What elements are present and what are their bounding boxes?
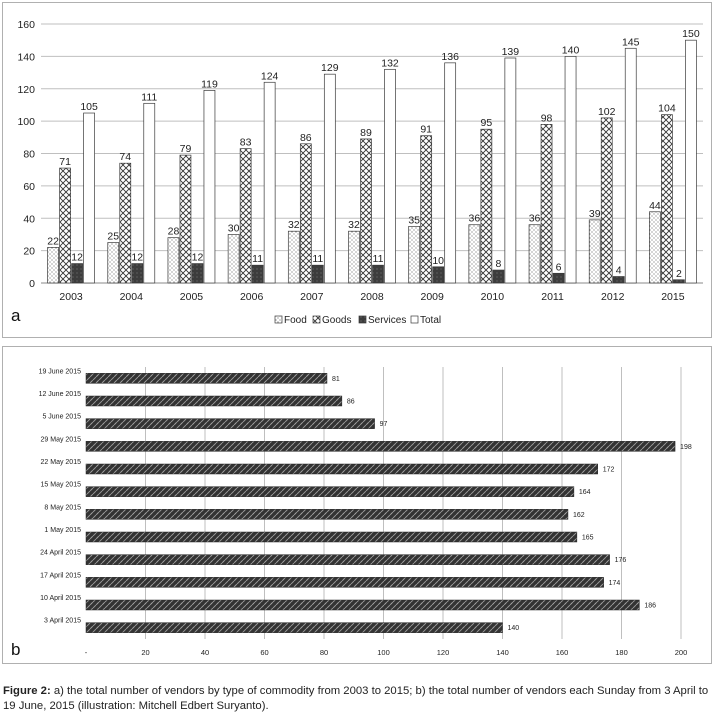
chart-a-panel-label: a bbox=[11, 306, 21, 325]
bar-total-2011 bbox=[565, 56, 576, 283]
data-label-total: 119 bbox=[201, 78, 218, 91]
y-tick-label: 0 bbox=[29, 278, 35, 290]
data-label-total: 132 bbox=[381, 57, 399, 70]
bar-services-2011 bbox=[553, 273, 564, 283]
x-tick-label: 180 bbox=[615, 648, 628, 657]
x-tick-label: 40 bbox=[200, 648, 210, 657]
bar-total-2003 bbox=[84, 113, 95, 283]
data-label-services: 11 bbox=[252, 253, 264, 266]
data-label: 186 bbox=[644, 602, 657, 610]
x-tick-label: 2007 bbox=[300, 291, 324, 303]
legend-swatch-services bbox=[359, 316, 366, 323]
bar-goods-2009 bbox=[421, 136, 432, 283]
legend-label-services: Services bbox=[368, 315, 407, 326]
y-tick-label: 1 May 2015 bbox=[44, 527, 81, 534]
data-label-food: 25 bbox=[107, 230, 120, 243]
chart-b-panel bbox=[2, 346, 712, 664]
bar-services-2007 bbox=[312, 265, 323, 283]
y-tick-label: 60 bbox=[23, 180, 35, 193]
bar-10-april-2015 bbox=[86, 600, 639, 610]
chart-a-panel bbox=[2, 2, 712, 338]
bar-24-april-2015 bbox=[86, 555, 610, 565]
x-tick-label: 80 bbox=[319, 648, 329, 657]
bar-goods-2005 bbox=[180, 155, 191, 283]
data-label-goods: 74 bbox=[119, 151, 132, 164]
data-label-total: 105 bbox=[80, 101, 98, 114]
bar-goods-2015 bbox=[661, 115, 672, 283]
y-tick-label: 22 May 2015 bbox=[40, 459, 81, 466]
x-tick-label: 200 bbox=[674, 648, 688, 657]
data-label-food: 36 bbox=[468, 212, 481, 225]
data-label-goods: 79 bbox=[179, 143, 192, 156]
y-tick-label: 40 bbox=[23, 213, 35, 226]
data-label: 198 bbox=[680, 443, 692, 451]
data-label-food: 44 bbox=[649, 199, 661, 212]
data-label-services: 12 bbox=[191, 251, 204, 264]
data-label: 86 bbox=[346, 398, 355, 406]
bar-15-may-2015 bbox=[86, 487, 574, 497]
bar-total-2009 bbox=[445, 63, 456, 283]
bar-goods-2008 bbox=[361, 139, 372, 283]
x-tick-label: 160 bbox=[555, 648, 569, 657]
data-label-total: 111 bbox=[141, 91, 158, 104]
bar-food-2015 bbox=[649, 212, 660, 283]
y-tick-label: 3 April 2015 bbox=[44, 617, 81, 625]
chart-b-panel-label: b bbox=[11, 640, 21, 659]
data-label-goods: 86 bbox=[299, 131, 312, 144]
data-label-goods: 83 bbox=[239, 136, 252, 149]
bar-food-2005 bbox=[168, 238, 179, 283]
bar-goods-2004 bbox=[120, 163, 131, 283]
y-tick-label: 160 bbox=[17, 19, 35, 31]
bar-total-2010 bbox=[505, 58, 516, 283]
bar-food-2007 bbox=[288, 231, 299, 283]
bar-total-2005 bbox=[204, 90, 215, 283]
x-tick-label: 2006 bbox=[239, 291, 264, 303]
legend-swatch-goods bbox=[313, 316, 320, 323]
data-label-total: 150 bbox=[682, 28, 700, 41]
bar-goods-2010 bbox=[481, 129, 492, 283]
data-label: 172 bbox=[602, 466, 615, 474]
bar-services-2012 bbox=[613, 277, 624, 283]
bar-food-2004 bbox=[108, 243, 119, 283]
y-tick-label: 12 June 2015 bbox=[38, 391, 81, 398]
bar-goods-2006 bbox=[240, 149, 251, 283]
bar-goods-2012 bbox=[601, 118, 612, 283]
data-label-goods: 91 bbox=[420, 123, 433, 136]
bar-5-june-2015 bbox=[86, 419, 375, 429]
data-label-goods: 89 bbox=[360, 126, 372, 139]
y-tick-label: 80 bbox=[23, 148, 35, 161]
data-label-services: 11 bbox=[312, 253, 324, 266]
legend-label-food: Food bbox=[284, 315, 307, 326]
bar-total-2004 bbox=[144, 103, 155, 283]
x-tick-label: 2011 bbox=[541, 291, 564, 303]
x-tick-label: 2003 bbox=[59, 291, 83, 303]
data-label-food: 28 bbox=[167, 225, 180, 238]
x-tick-label: 2015 bbox=[661, 291, 685, 303]
bar-food-2009 bbox=[409, 226, 420, 283]
data-label-services: 10 bbox=[432, 254, 445, 267]
y-tick-label: 10 April 2015 bbox=[40, 595, 81, 602]
bar-17-april-2015 bbox=[86, 577, 604, 587]
bar-total-2012 bbox=[625, 48, 636, 283]
bar-8-may-2015 bbox=[86, 509, 568, 519]
data-label-goods: 95 bbox=[480, 117, 493, 130]
data-label: 165 bbox=[581, 534, 594, 542]
caption-label: Figure 2: bbox=[3, 685, 51, 697]
legend-swatch-total bbox=[411, 316, 418, 323]
bar-services-2004 bbox=[132, 264, 143, 283]
data-label-food: 39 bbox=[588, 207, 601, 220]
x-tick-label: 60 bbox=[260, 648, 269, 657]
data-label-total: 139 bbox=[501, 45, 520, 58]
data-label-services: 6 bbox=[555, 261, 562, 274]
data-label: 81 bbox=[331, 375, 340, 383]
bar-food-2008 bbox=[349, 231, 360, 283]
x-tick-label: 2008 bbox=[360, 291, 384, 303]
x-tick-label: 2012 bbox=[601, 291, 625, 303]
data-label: 162 bbox=[572, 511, 585, 519]
data-label-total: 136 bbox=[441, 50, 459, 63]
data-label-total: 129 bbox=[321, 62, 339, 75]
bar-services-2010 bbox=[493, 270, 504, 283]
data-label-food: 22 bbox=[47, 235, 59, 248]
y-tick-label: 19 June 2015 bbox=[38, 368, 81, 376]
bar-total-2008 bbox=[385, 69, 396, 283]
y-tick-label: 17 April 2015 bbox=[40, 572, 81, 580]
bar-goods-2007 bbox=[300, 144, 311, 283]
data-label-food: 35 bbox=[408, 214, 421, 227]
bar-services-2006 bbox=[252, 265, 263, 283]
x-tick-label: 100 bbox=[377, 648, 390, 657]
bar-goods-2003 bbox=[60, 168, 71, 283]
bar-food-2006 bbox=[228, 234, 239, 283]
caption-text: a) the total number of vendors by type of commodity from 2003 to 2015; b) the total number of vendors each Sunday from 3 April to 19 June, 2015 (illustration: Mitchell Edbert Suryanto). bbox=[3, 685, 709, 712]
bar-food-2011 bbox=[529, 225, 540, 283]
legend-swatch-food bbox=[275, 316, 282, 323]
x-tick-label: 2004 bbox=[119, 291, 143, 303]
data-label-goods: 71 bbox=[59, 156, 71, 169]
chart-b-svg bbox=[3, 347, 711, 663]
figure-caption bbox=[3, 684, 715, 714]
data-label-food: 32 bbox=[348, 219, 360, 232]
data-label-services: 11 bbox=[372, 253, 384, 266]
bar-goods-2011 bbox=[541, 124, 552, 283]
data-label-total: 145 bbox=[621, 36, 640, 49]
bar-3-april-2015 bbox=[86, 623, 503, 633]
x-tick-label: 2009 bbox=[420, 291, 444, 303]
y-tick-label: 29 May 2015 bbox=[40, 436, 81, 444]
data-label-total: 124 bbox=[260, 70, 279, 83]
y-tick-label: 120 bbox=[17, 83, 35, 96]
data-label-services: 2 bbox=[675, 267, 682, 280]
bar-services-2008 bbox=[373, 265, 384, 283]
bar-22-may-2015 bbox=[86, 464, 598, 474]
data-label-goods: 98 bbox=[540, 112, 553, 125]
data-label: 97 bbox=[379, 421, 388, 429]
bar-services-2009 bbox=[433, 267, 444, 283]
bar-total-2006 bbox=[264, 82, 275, 283]
y-tick-label: 8 May 2015 bbox=[44, 504, 81, 512]
bar-12-june-2015 bbox=[86, 396, 342, 406]
data-label-goods: 104 bbox=[658, 102, 676, 115]
chart-a-svg bbox=[3, 3, 711, 337]
x-tick-label: 20 bbox=[141, 648, 150, 657]
data-label-food: 30 bbox=[227, 222, 240, 235]
bar-1-may-2015 bbox=[86, 532, 577, 542]
data-label-food: 36 bbox=[528, 212, 541, 225]
data-label-services: 12 bbox=[71, 251, 83, 264]
y-tick-label: 15 May 2015 bbox=[40, 481, 81, 489]
bar-total-2007 bbox=[324, 74, 335, 283]
bar-services-2005 bbox=[192, 264, 203, 283]
data-label-goods: 102 bbox=[597, 105, 616, 118]
data-label-total: 140 bbox=[561, 44, 580, 57]
legend bbox=[275, 315, 441, 326]
y-tick-label: 24 April 2015 bbox=[40, 549, 81, 557]
bar-services-2003 bbox=[72, 264, 83, 283]
data-label-services: 8 bbox=[495, 258, 502, 271]
data-label-food: 32 bbox=[287, 219, 300, 232]
data-label-services: 4 bbox=[615, 264, 622, 277]
y-tick-label: 20 bbox=[23, 245, 35, 258]
data-label-services: 12 bbox=[131, 251, 144, 264]
data-label: 164 bbox=[578, 489, 591, 497]
x-tick-label: - bbox=[84, 648, 88, 657]
legend-label-total: Total bbox=[420, 315, 442, 326]
x-tick-label: 140 bbox=[496, 648, 509, 657]
data-label: 176 bbox=[614, 557, 627, 565]
y-tick-label: 140 bbox=[17, 51, 35, 64]
legend-label-goods: Goods bbox=[322, 315, 352, 326]
bar-food-2003 bbox=[48, 247, 59, 283]
data-label: 140 bbox=[507, 625, 520, 633]
data-label: 174 bbox=[608, 579, 621, 587]
y-tick-label: 5 June 2015 bbox=[42, 413, 81, 421]
bar-19-june-2015 bbox=[86, 373, 327, 383]
bar-29-may-2015 bbox=[86, 441, 675, 451]
bar-food-2012 bbox=[589, 220, 600, 283]
bar-services-2015 bbox=[673, 280, 684, 283]
bar-food-2010 bbox=[469, 225, 480, 283]
y-tick-label: 100 bbox=[17, 116, 35, 129]
x-tick-label: 2005 bbox=[179, 291, 204, 303]
x-tick-label: 120 bbox=[436, 648, 450, 657]
x-tick-label: 2010 bbox=[480, 291, 505, 303]
bar-total-2015 bbox=[685, 40, 696, 283]
